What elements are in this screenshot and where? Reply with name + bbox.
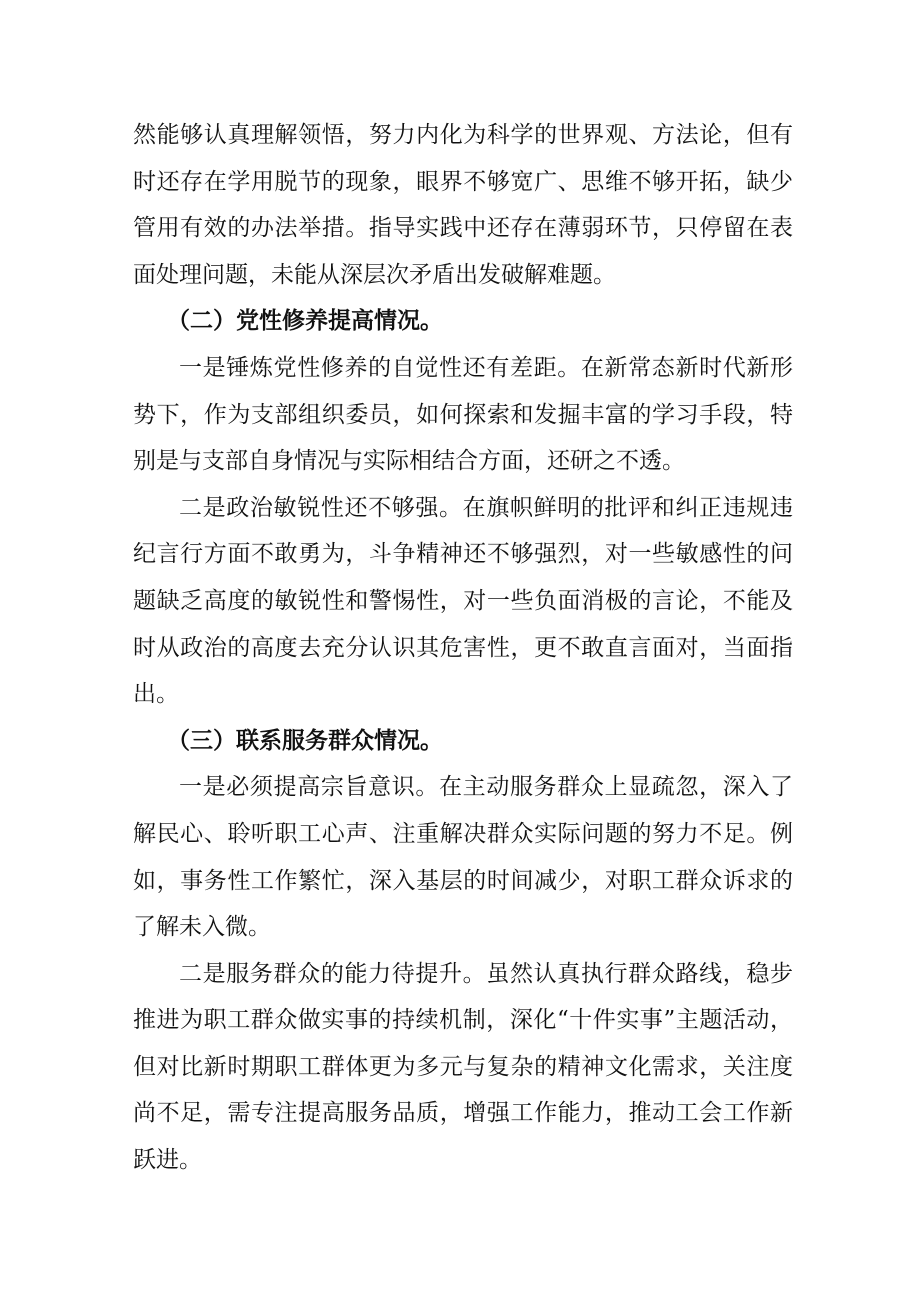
paragraph-continuation: 然能够认真理解领悟，努力内化为科学的世界观、方法论，但有时还存在学用脱节的现象，眼界不够宽广、思维不够开拓，缺少管用有效的办法举措。指导实践中还存在薄弱环节，只停留在表面处理问题，未能从深层次矛盾出发破解难题。 xyxy=(133,122,793,288)
paragraph-party-cultivation-1: 一是锤炼党性修养的自觉性还有差距。在新常态新时代新形势下，作为支部组织委员，如何探索和发掘丰富的学习手段，特别是与支部自身情况与实际相结合方面，还研之不透。 xyxy=(133,354,793,475)
paragraph-serving-masses-1: 一是必须提高宗旨意识。在主动服务群众上显疏忽，深入了解民心、聆听职工心声、注重解决群众实际问题的努力不足。例如，事务性工作繁忙，深入基层的时间减少，对职工群众诉求的了解未入微。 xyxy=(133,774,793,941)
paragraph-serving-masses-2: 二是服务群众的能力待提升。虽然认真执行群众路线，稳步推进为职工群众做实事的持续机制，深化“十件实事”主题活动，但对比新时期职工群体更为多元与复杂的精神文化需求，关注度尚不足，需专注提高服务品质，增强工作能力，推动工会工作新跃进。 xyxy=(133,960,793,1174)
section-heading-party-cultivation: （二）党性修养提高情况。 xyxy=(167,308,443,335)
section-heading-serving-masses: （三）联系服务群众情况。 xyxy=(167,727,443,754)
document-body xyxy=(133,112,793,1184)
paragraph-party-cultivation-2: 二是政治敏锐性还不够强。在旗帜鲜明的批评和纠正违规违纪言行方面不敢勇为，斗争精神还不够强烈，对一些敏感性的问题缺乏高度的敏锐性和警惕性，对一些负面消极的言论，不能及时从政治的高度去充分认识其危害性，更不敢直言面对，当面指出。 xyxy=(133,494,793,708)
